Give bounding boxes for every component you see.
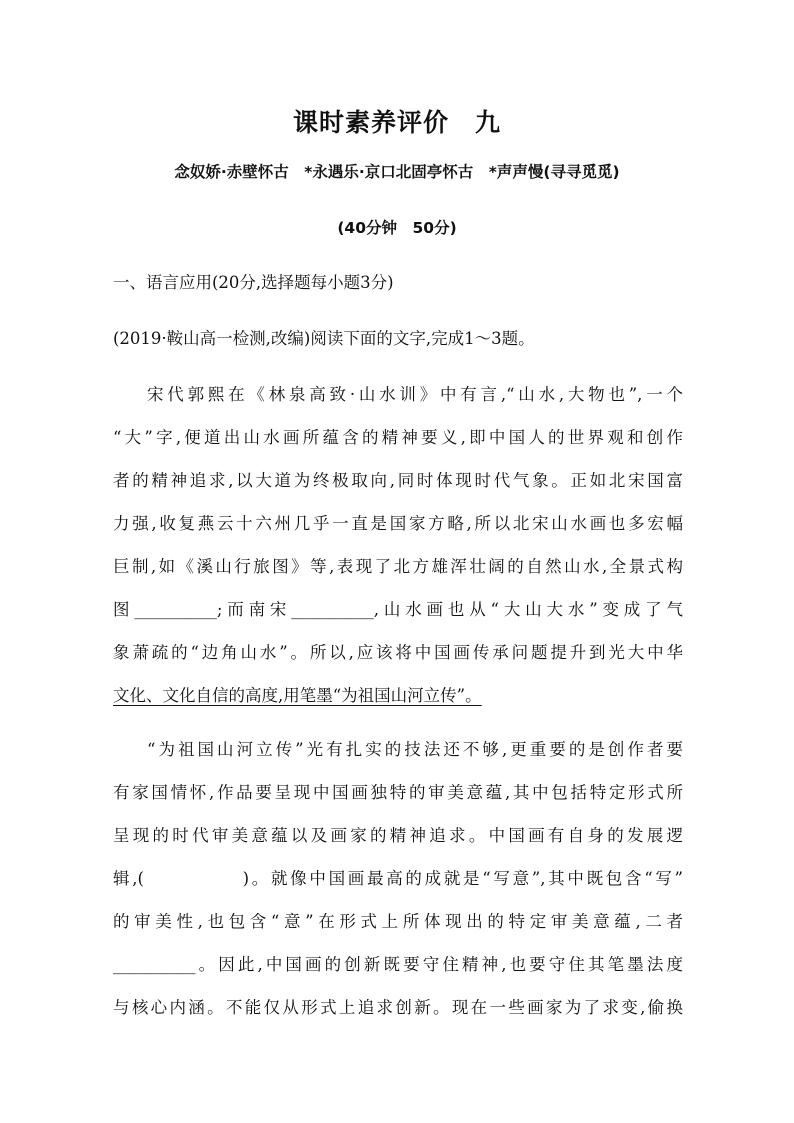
source-note: (2019·鞍山高一检测,改编)阅读下面的文字,完成1～3题。 (113, 329, 535, 348)
passage-line-with-blanks: 图__________;而南宋__________,山水画也从“大山大水”变成了气 (113, 600, 683, 619)
passage-line-underlined: 文化、文化自信的高度,用笔墨“为祖国山河立传”。 (113, 686, 482, 705)
time-score-info: (40分钟 50分) (337, 219, 457, 237)
passage-line: 的审美性,也包含“意”在形式上所体现出的特定审美意蕴,二者 (113, 912, 683, 931)
section-heading: 一、语言应用(20分,选择题每小题3分) (113, 273, 394, 292)
page-title: 课时素养评价 九 (292, 108, 501, 137)
passage-line: 与核心内涵。不能仅从形式上追求创新。现在一些画家为了求变,偷换 (113, 998, 683, 1017)
passage-line: 巨制,如《溪山行旅图》等,表现了北方雄浑壮阔的自然山水,全景式构 (113, 557, 683, 576)
lesson-subtitle: 念奴娇·赤壁怀古 *永遇乐·京口北固亭怀古 *声声慢(寻寻觅觅) (174, 163, 620, 181)
passage-line: 呈现的时代审美意蕴以及画家的精神追求。中国画有自身的发展逻 (113, 826, 683, 845)
passage-line: “大”字,便道出山水画所蕴含的精神要义,即中国人的世界观和创作 (113, 428, 683, 447)
passage-line-with-blank: __________。因此,中国画的创新既要守住精神,也要守住其笔墨法度 (113, 955, 683, 974)
passage-line: 有家国情怀,作品要呈现中国画独特的审美意蕴,其中包括特定形式所 (113, 783, 683, 802)
passage-line: 力强,收复燕云十六州几乎一直是国家方略,所以北宋山水画也多宏幅 (113, 514, 683, 533)
passage-line-underlined: 象萧疏的“边角山水”。所以,应该将中国画传承问题提升到光大中华 (113, 643, 683, 662)
passage-line-with-bracket-blank: 辑,( )。就像中国画最高的成就是“写意”,其中既包含“写” (113, 869, 683, 888)
passage-line: “为祖国山河立传”光有扎实的技法还不够,更重要的是创作者要 (147, 740, 683, 759)
passage-line: 宋代郭熙在《林泉高致·山水训》中有言,“山水,大物也”,一个 (147, 385, 683, 404)
passage-line: 者的精神追求,以大道为终极取向,同时体现时代气象。正如北宋国富 (113, 471, 683, 490)
